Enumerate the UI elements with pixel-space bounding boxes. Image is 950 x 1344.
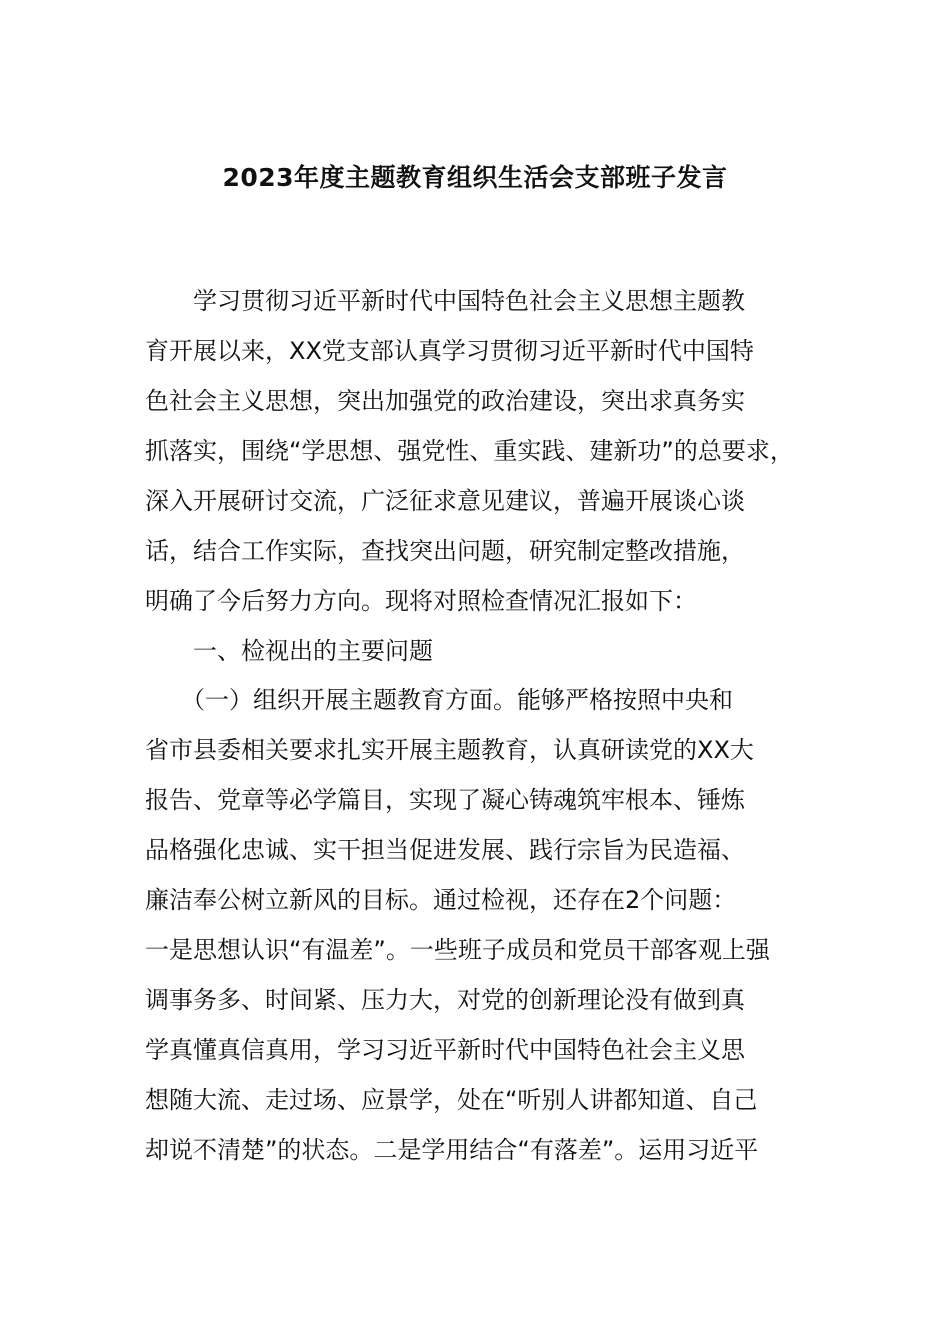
body-line: 深入开展研讨交流，广泛征求意见建议，普遍开展谈心谈 (145, 487, 745, 515)
body-line: 育开展以来，XX党支部认真学习贯彻习近平新时代中国特 (145, 337, 754, 365)
body-line: 想随大流、走过场、应景学，处在“听别人讲都知道、自己 (145, 1086, 758, 1114)
body-line: 话，结合工作实际，查找突出问题，研究制定整改措施， (145, 537, 745, 565)
body-line: 明确了今后努力方向。现将对照检查情况汇报如下： (145, 587, 697, 615)
body-line: 色社会主义思想，突出加强党的政治建设，突出求真务实 (145, 387, 745, 415)
body-line: 抓落实，围绕“学思想、强党性、重实践、建新功”的总要求， (145, 437, 794, 465)
document-title: 2023年度主题教育组织生活会支部班子发言 (222, 163, 728, 192)
body-line: 省市县委相关要求扎实开展主题教育，认真研读党的XX大 (145, 736, 754, 764)
body-line: 调事务多、时间紧、压力大，对党的创新理论没有做到真 (145, 986, 745, 1014)
body-line: 却说不清楚”的状态。二是学用结合“有落差”。运用习近平 (145, 1136, 759, 1164)
body-line: 学习贯彻习近平新时代中国特色社会主义思想主题教 (145, 287, 745, 315)
body-line: 品格强化忠诚、实干担当促进发展、践行宗旨为民造福、 (145, 836, 745, 864)
body-line: 报告、党章等必学篇目，实现了凝心铸魂筑牢根本、锤炼 (145, 786, 745, 814)
body-line: （一）组织开展主题教育方面。能够严格按照中央和 (145, 686, 733, 714)
body-line: 一是思想认识“有温差”。一些班子成员和党员干部客观上强 (145, 936, 770, 964)
body-line: 学真懂真信真用，学习习近平新时代中国特色社会主义思 (145, 1036, 745, 1064)
body-line: 廉洁奉公树立新风的目标。通过检视，还存在2个问题： (145, 886, 737, 914)
section-heading: 一、检视出的主要问题 (145, 637, 433, 665)
